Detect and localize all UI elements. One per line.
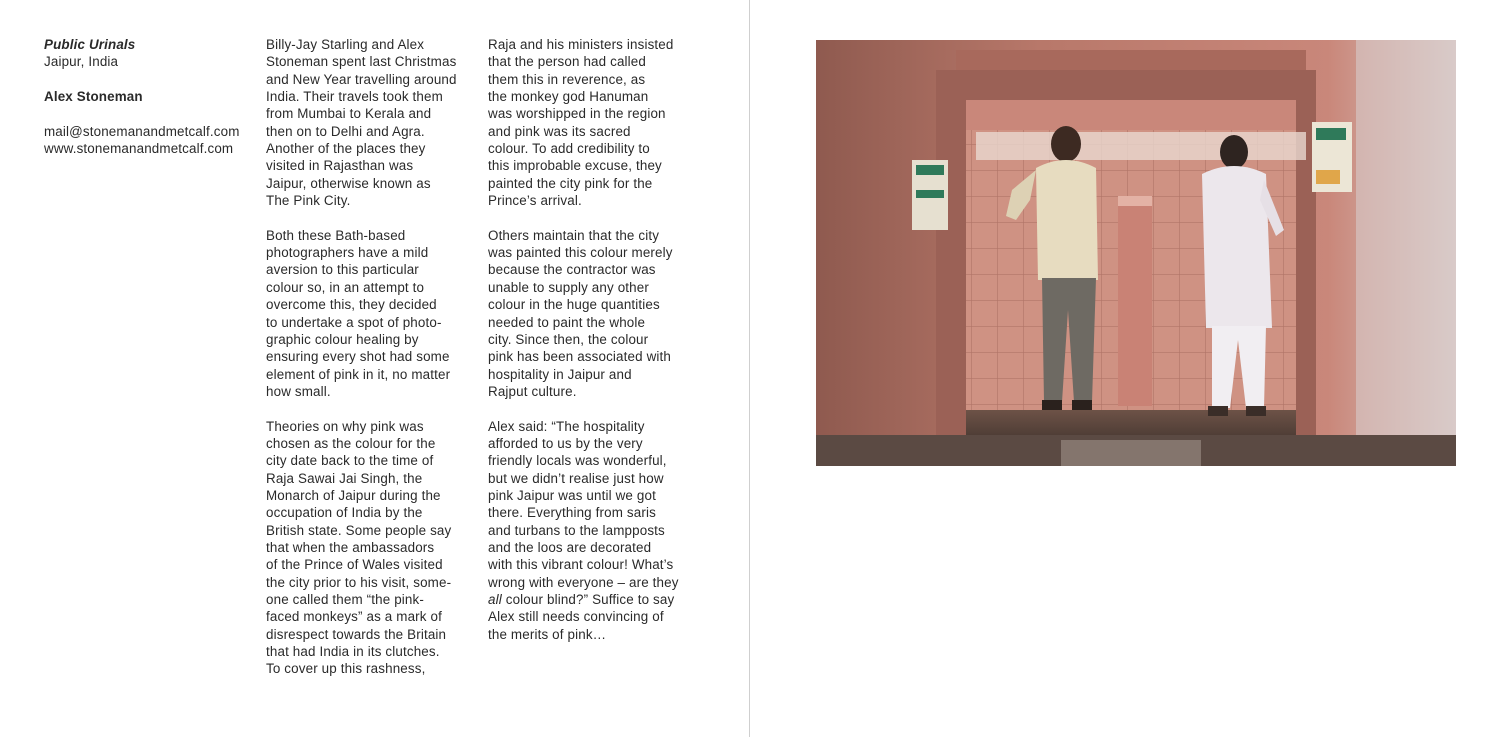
emphasis-word: all: [488, 592, 502, 607]
contact-website: www.stonemanandmetcalf.com: [44, 141, 234, 157]
paragraph: Alex said: “The hospitality afforded to us by the very friendly locals was wonderful, but we didn’t realise just how pink Jaipur was until we got there. Everything from saris and turbans to the lampposts and the loos are decorated with this vibrant colour! What’s wrong with everyone – are they all colour blind?” Suffice to say Alex still needs convincing of the merits of pink…: [488, 418, 679, 642]
contact-email: mail@stonemanandmetcalf.com: [44, 123, 240, 139]
body-text-column-1: [266, 36, 471, 678]
body-text-column-2: [488, 36, 693, 643]
photograph-pink-urinals: [816, 40, 1456, 466]
caption-column: [44, 36, 256, 157]
page-spread-divider: [749, 0, 750, 737]
photo-title: Public Urinals: [44, 37, 136, 52]
photo-location: Jaipur, India: [44, 54, 119, 70]
paragraph: Billy-Jay Starling and Alex Stoneman spent last Christmas and New Year travelling around India. Their travels took them from Mumbai to Kerala and then on to Delhi and Agra. Another of the places they visited in Rajasthan was Jaipur, otherwise known as The Pink City.: [266, 37, 457, 209]
paragraph: Raja and his ministers insisted that the person had called them this in reverence, as the monkey god Hanuman was worshipped in the region and pink was its sacred colour. To add credibility to this improbable excuse, they painted the city pink for the Prince’s arrival.: [488, 37, 674, 209]
photographer-name: Alex Stoneman: [44, 89, 143, 105]
paragraph: Both these Bath-based photographers have a mild aversion to this particular colour so, in an attempt to overcome this, they decided to undertake a spot of photo- graphic colour healing by ensuring every shot had some element of pink in it, no matter how small.: [266, 227, 451, 399]
paragraph: Theories on why pink was chosen as the colour for the city date back to the time of Raja Sawai Jai Singh, the Monarch of Jaipur during the occupation of India by the British state. Some people say that when the ambassadors of the Prince of Wales visited the city prior to his visit, some- one called them “the pink- faced monkeys” as a mark of disrespect towards the Britain that had India in its clutches. To cover up this rashness,: [266, 418, 452, 677]
paragraph: Others maintain that the city was painted this colour merely because the contractor was unable to supply any other colour in the huge quantities needed to paint the whole city. Since then, the colour pink has been associated with hospitality in Jaipur and Rajput culture.: [488, 227, 673, 399]
